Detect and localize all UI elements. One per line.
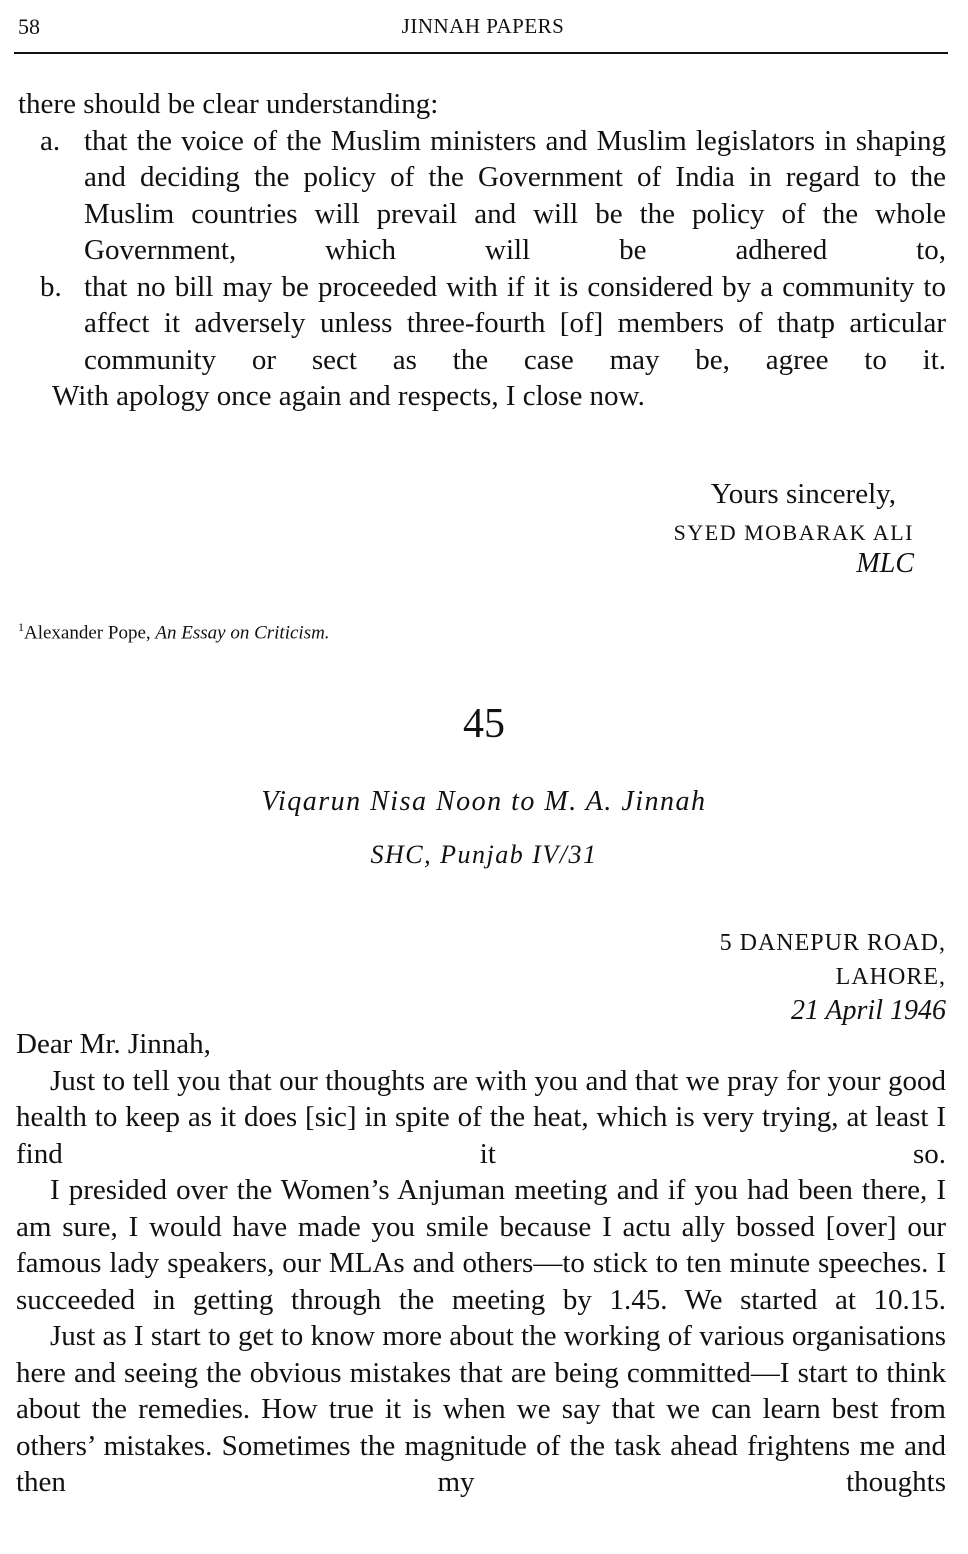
list-item-text: that no bill may be proceeded with if it is considered by a community to affect it adversely unless three-fourth [of] members of thatp articular community or sect as the case may be, agree to it. — [84, 270, 946, 376]
letter-body — [16, 1026, 946, 1501]
intro-line: there should be clear understanding: — [18, 88, 439, 120]
signatory-name: SYED MOBARAK ALI — [673, 520, 914, 545]
closing-line: With apology once again and respects, I close now. — [52, 380, 645, 412]
header-rule — [14, 52, 948, 54]
footnote-author: Alexander Pope, — [24, 622, 156, 644]
document-reference: SHC, Punjab IV/31 — [370, 840, 598, 869]
list-item-a — [18, 123, 946, 269]
page-number: 58 — [18, 14, 40, 39]
document-number: 45 — [463, 701, 505, 747]
paragraph: Just to tell you that our thoughts are with you and that we pray for your good health to keep as it does [sic] in spite of the heat, which is very trying, at least I find it so. — [16, 1064, 946, 1170]
document-title: Viqarun Nisa Noon to M. A. Jinnah — [261, 786, 707, 817]
address-line: LAHORE, — [835, 964, 946, 990]
continued-letter — [18, 86, 946, 415]
list-marker: b. — [40, 270, 62, 303]
footnote-work: An Essay on Criticism. — [155, 622, 330, 644]
paragraph: Just as I start to get to know more about the working of various organisations here and seeing the obvious mistakes that are being committed—I start to think about the remedies. How true it is when we say that we can learn best from others’ mistakes. Sometimes the magnitude of the task ahead frightens me and then my thoughts — [16, 1320, 946, 1498]
sender-address — [720, 926, 946, 1028]
signatory-title: MLC — [856, 548, 914, 579]
paragraph: I presided over the Women’s Anjuman meeting and if you had been there, I am sure, I would have made you smile because I actu ally bossed [over] our famous lady speakers, our MLAs and others—to stick to ten minute speeches. I succeeded in getting through the meeting by 1.45. We started at 10.15. — [16, 1174, 946, 1316]
complimentary-close: Yours sincerely, — [710, 478, 896, 510]
list-item-text: that the voice of the Muslim ministers and Muslim legislators in shaping and deciding the policy of the Government of India in regard to the Muslim countries will prevail and will be the policy of the whole Government, which will be adhered to, — [84, 124, 946, 266]
page-header — [18, 12, 948, 52]
footnote-mark: 1 — [18, 620, 24, 634]
letter-date: 21 April 1946 — [790, 995, 946, 1026]
list-item-b — [18, 269, 946, 379]
list-marker: a. — [40, 124, 61, 157]
address-line: 5 DANEPUR ROAD, — [719, 930, 946, 956]
running-head: JINNAH PAPERS — [401, 14, 565, 38]
salutation: Dear Mr. Jinnah, — [16, 1028, 211, 1060]
footnote — [18, 620, 330, 644]
